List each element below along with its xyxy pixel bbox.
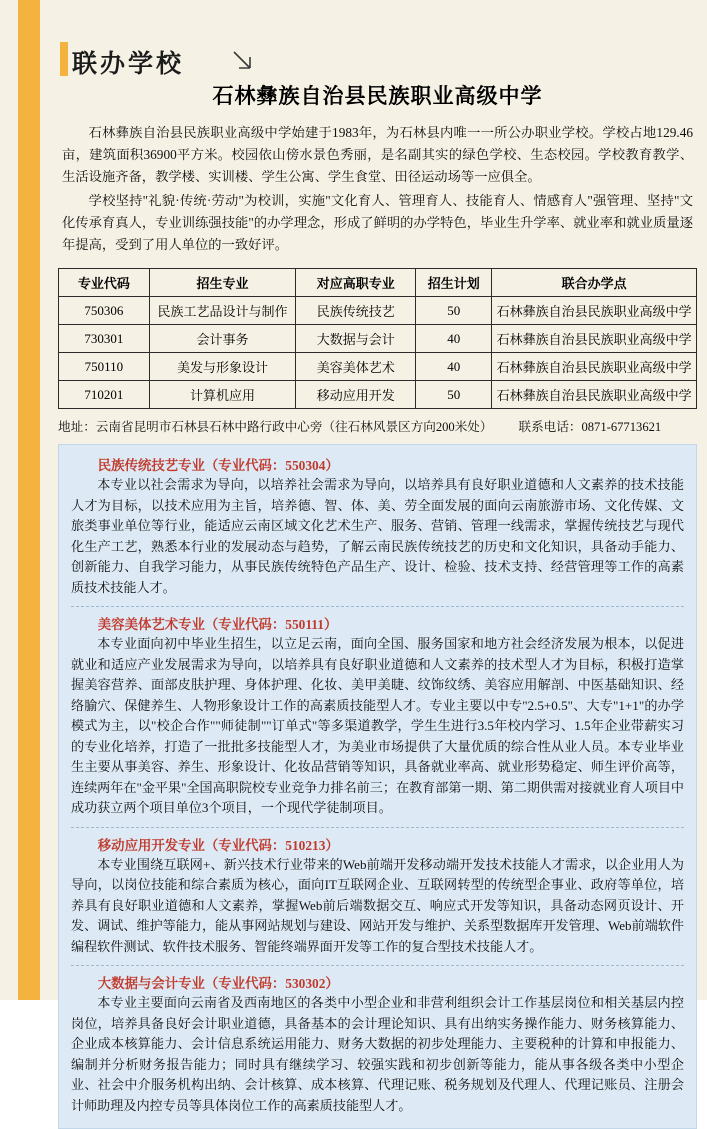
table-cell: 50: [416, 381, 492, 409]
header-accent-block: [60, 42, 68, 76]
table-cell: 750110: [59, 353, 150, 381]
table-header-cell: 招生计划: [416, 269, 492, 297]
major-description: 本专业面向初中毕业生招生，以立足云南，面向全国、服务国家和地方社会经济发展为根本，以促进就业和适应产业发展需求为导向，以培养具有良好职业道德和人文素养的技术型人才为目标，积极打造掌握美容营养、面部皮肤护理、身体护理、化妆、美甲美睫、纹饰纹绣、美容应用解剖、中医基础知识、经络腧穴、保健养生、人物形象设计工作的高素质技能型人才。专业主要以中专"2.5+0.5"、大专"1+1"的办学模式为主，以"校企合作""师徒制""订单式"等多渠道教学，学生生进行3.5年校内学习、1.5年企业带薪实习的专业化培养，打造了一批批多技能型人才，为美业市场提供了大量优质的综合性从业人员。本专业毕业生主要从事美容、养生、形象设计、化妆品营销等知识，具备就业率高、就业形势稳定、师生评价高等，连续两年在"金平果"全国高职院校专业竞争力排名前三；在教育部第一期、第二期供需对接就业育人项目中成功获立两个项目单位3个项目，一个现代学徒制项目。: [71, 636, 685, 815]
major-title: 民族传统技艺专业（专业代码：550304）: [97, 458, 339, 473]
table-header-row: [59, 269, 697, 297]
table-cell: 750306: [59, 297, 150, 325]
major-title: 美容美体艺术专业（专业代码：550111）: [97, 617, 338, 632]
table-cell: 计算机应用: [149, 381, 296, 409]
table-cell: 民族工艺品设计与制作: [149, 297, 296, 325]
table-cell: 石林彝族自治县民族职业高级中学: [492, 297, 697, 325]
table-cell: 美发与形象设计: [149, 353, 296, 381]
table-cell: 移动应用开发: [296, 381, 416, 409]
table-header-cell: 招生专业: [149, 269, 296, 297]
school-intro: [62, 122, 693, 256]
table-cell: 美容美体艺术: [296, 353, 416, 381]
table-cell: 730301: [59, 325, 150, 353]
table-header-cell: 对应高职专业: [296, 269, 416, 297]
contact-line: [58, 416, 697, 435]
table-header-cell: 专业代码: [59, 269, 150, 297]
section-divider: [71, 606, 684, 607]
major-block: [71, 973, 684, 1116]
table-cell: 710201: [59, 381, 150, 409]
intro-paragraph-1: 石林彝族自治县民族职业高级中学始建于1983年，为石林县内唯一一所公办职业学校。学校占地129.46亩，建筑面积36900平方米。校园依山傍水景色秀丽，是名副其实的绿色学校、生态校园。学校教育教学、生活设施齐备，教学楼、实训楼、学生公寓、学生食堂、田径运动场等一应俱全。: [62, 125, 693, 184]
major-block: [71, 614, 684, 819]
arrow-down-right-icon: [230, 48, 256, 74]
intro-paragraph-2: 学校坚持"礼貌·传统·劳动"为校训，实施"文化育人、管理育人、技能育人、情感育人"强管理、坚持"文化传承育真人，专业训练强技能"的办学理念，形成了鲜明的办学特色，毕业生升学率、就业率和就业质量逐年提高，受到了用人单位的一致好评。: [62, 193, 693, 252]
table-cell: 石林彝族自治县民族职业高级中学: [492, 353, 697, 381]
majors-panel: [58, 444, 697, 1129]
table-cell: 民族传统技艺: [296, 297, 416, 325]
major-description: 本专业围绕互联网+、新兴技术行业带来的Web前端开发移动端开发技术技能人才需求，以企业用人为导向，以岗位技能和综合素质为核心，面向IT互联网企业、互联网转型的传统型企事业、政府等单位，培养具有良好职业道德和人文素养，掌握Web前后端数据交互、响应式开发等知识，具备动态网页设计、开发、调试、维护等能力，能从事网站规划与建设、网站开发与维护、关系型数据库开发管理、Web前端软件编程软件测试、软件技术服务、智能终端界面开发等工作的复合型技术技能人才。: [71, 856, 684, 954]
table-header-cell: 联合办学点: [492, 269, 697, 297]
table-cell: 40: [416, 325, 492, 353]
major-block: [71, 455, 684, 598]
address-label: 地址：: [58, 420, 96, 434]
table-cell: 大数据与会计: [296, 325, 416, 353]
table-row: [59, 325, 697, 353]
major-description: 本专业主要面向云南省及西南地区的各类中小型企业和非营利组织会计工作基层岗位和相关基层内控岗位，培养具备良好会计职业道德，具备基本的会计理论知识、具有出纳实务操作能力、财务核算能力、企业成本核算能力、会计信息系统运用能力、财务大数据的初步处理能力、主要税种的计算和申报能力、编制并分析财务报告能力；同时具有继续学习、较强实践和初步创新等能力，能从事各级各类中小型企业、社会中介服务机构出纳、会计核算、成本核算、代理记账、税务规划及代理人、代理记账员、注册会计师助理及内控专员等具体岗位工作的高素质技能型人才。: [71, 995, 684, 1113]
table-cell: 50: [416, 297, 492, 325]
phone-label: 联系电话：: [518, 420, 582, 434]
table-row: [59, 381, 697, 409]
page-content: [48, 0, 707, 1113]
major-title: 移动应用开发专业（专业代码：510213）: [97, 837, 339, 853]
table-cell: 40: [416, 353, 492, 381]
table-cell: 会计事务: [149, 325, 296, 353]
page-header: [48, 0, 707, 78]
left-accent-bar: [18, 0, 40, 1000]
table-cell: 石林彝族自治县民族职业高级中学: [492, 325, 697, 353]
phone-value: 0871-67713621: [581, 420, 662, 434]
major-title: 大数据与会计专业（专业代码：530302）: [97, 976, 339, 991]
school-name-title: 石林彝族自治县民族职业高级中学: [212, 84, 543, 108]
enrollment-plan-table: [58, 268, 697, 409]
section-divider: [71, 827, 684, 828]
table-cell: 石林彝族自治县民族职业高级中学: [492, 381, 697, 409]
major-block: [71, 835, 684, 958]
table-row: [59, 297, 697, 325]
table-row: [59, 353, 697, 381]
section-title: 联办学校: [72, 51, 185, 78]
address-value: 云南省昆明市石林县石林中路行政中心旁（往石林风景区方向200米处）: [95, 420, 493, 434]
section-divider: [71, 965, 684, 966]
major-description: 本专业以社会需求为导向，以培养社会需求为导向，以培养具有良好职业道德和人文素养的技术技能人才为目标，以技术应用为主旨，培养德、智、体、美、劳全面发展的面向云南旅游市场、文化传媒、文旅类事业单位等行业，能适应云南区域文化艺术生产、服务、营销、管理一线需求，掌握传统技艺与现代化生产工艺，熟悉本行业的发展动态与趋势，了解云南民族传统技艺的历史和文化知识，具备动手能力、创新能力、自我学习能力，从事民族传统特色产品生产、设计、检验、技术支持、经营管理等工作的高素质技术技能人才。: [71, 477, 684, 595]
